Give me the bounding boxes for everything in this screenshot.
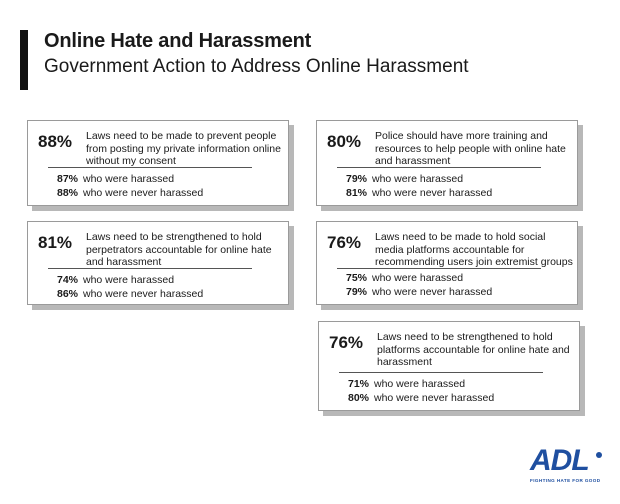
stat-card bbox=[27, 120, 289, 206]
breakdown-row-harassed bbox=[339, 378, 465, 390]
stat-description: Laws need to be strengthened to hold platforms accountable for online hate and harassment bbox=[377, 331, 570, 368]
never-harassed-percent: 80% bbox=[347, 392, 369, 404]
never-harassed-percent: 86% bbox=[56, 288, 78, 300]
stat-card bbox=[27, 221, 289, 305]
logo-dot bbox=[596, 452, 602, 458]
breakdown-row-never bbox=[337, 187, 492, 199]
breakdown-row-harassed bbox=[337, 173, 463, 185]
stat-card bbox=[316, 120, 578, 206]
divider bbox=[337, 268, 541, 269]
breakdown-row-harassed bbox=[48, 274, 174, 286]
harassed-percent: 79% bbox=[345, 173, 367, 185]
page-title: Online Hate and Harassment bbox=[44, 30, 312, 52]
breakdown-row-harassed bbox=[337, 272, 463, 284]
harassed-label: who were harassed bbox=[83, 274, 175, 286]
stat-card bbox=[316, 221, 578, 305]
harassed-percent: 75% bbox=[345, 272, 367, 284]
stat-description: Laws need to be made to prevent people from posting my private information online without my consent bbox=[86, 130, 281, 167]
harassed-percent: 71% bbox=[347, 378, 369, 390]
harassed-label: who were harassed bbox=[372, 272, 464, 284]
divider bbox=[48, 268, 252, 269]
harassed-label: who were harassed bbox=[372, 173, 464, 185]
breakdown-row-never bbox=[339, 392, 494, 404]
stat-percent: 81% bbox=[38, 233, 73, 252]
breakdown-row-never bbox=[337, 286, 492, 298]
stat-card bbox=[318, 321, 580, 411]
harassed-percent: 74% bbox=[56, 274, 78, 286]
stat-percent: 76% bbox=[327, 233, 362, 252]
never-harassed-percent: 81% bbox=[345, 187, 367, 199]
harassed-percent: 87% bbox=[56, 173, 78, 185]
breakdown-row-never bbox=[48, 187, 203, 199]
page-subtitle: Government Action to Address Online Harassment bbox=[44, 56, 469, 77]
never-harassed-percent: 79% bbox=[345, 286, 367, 298]
stat-percent: 76% bbox=[329, 333, 364, 352]
breakdown-row-harassed bbox=[48, 173, 174, 185]
never-harassed-label: who were never harassed bbox=[372, 187, 493, 199]
stat-percent: 88% bbox=[38, 132, 73, 151]
harassed-label: who were harassed bbox=[374, 378, 466, 390]
divider bbox=[339, 372, 543, 373]
never-harassed-label: who were never harassed bbox=[372, 286, 493, 298]
divider bbox=[337, 167, 541, 168]
stat-description: Police should have more training and resources to help people with online hate and harassment bbox=[375, 130, 566, 167]
adl-logo bbox=[530, 446, 610, 483]
harassed-label: who were harassed bbox=[83, 173, 175, 185]
logo-tagline: FIGHTING HATE FOR GOOD bbox=[530, 478, 601, 483]
divider bbox=[48, 167, 252, 168]
breakdown-row-never bbox=[48, 288, 203, 300]
never-harassed-label: who were never harassed bbox=[83, 288, 204, 300]
logo-wordmark: ADL bbox=[530, 444, 589, 477]
never-harassed-label: who were never harassed bbox=[374, 392, 495, 404]
stat-description: Laws need to be made to hold social media platforms accountable for recommending users join extremist groups bbox=[375, 231, 573, 268]
never-harassed-label: who were never harassed bbox=[83, 187, 204, 199]
stat-percent: 80% bbox=[327, 132, 362, 151]
stat-description: Laws need to be strengthened to hold perpetrators accountable for online hate and harassment bbox=[86, 231, 272, 268]
title-accent-bar bbox=[20, 30, 28, 90]
never-harassed-percent: 88% bbox=[56, 187, 78, 199]
